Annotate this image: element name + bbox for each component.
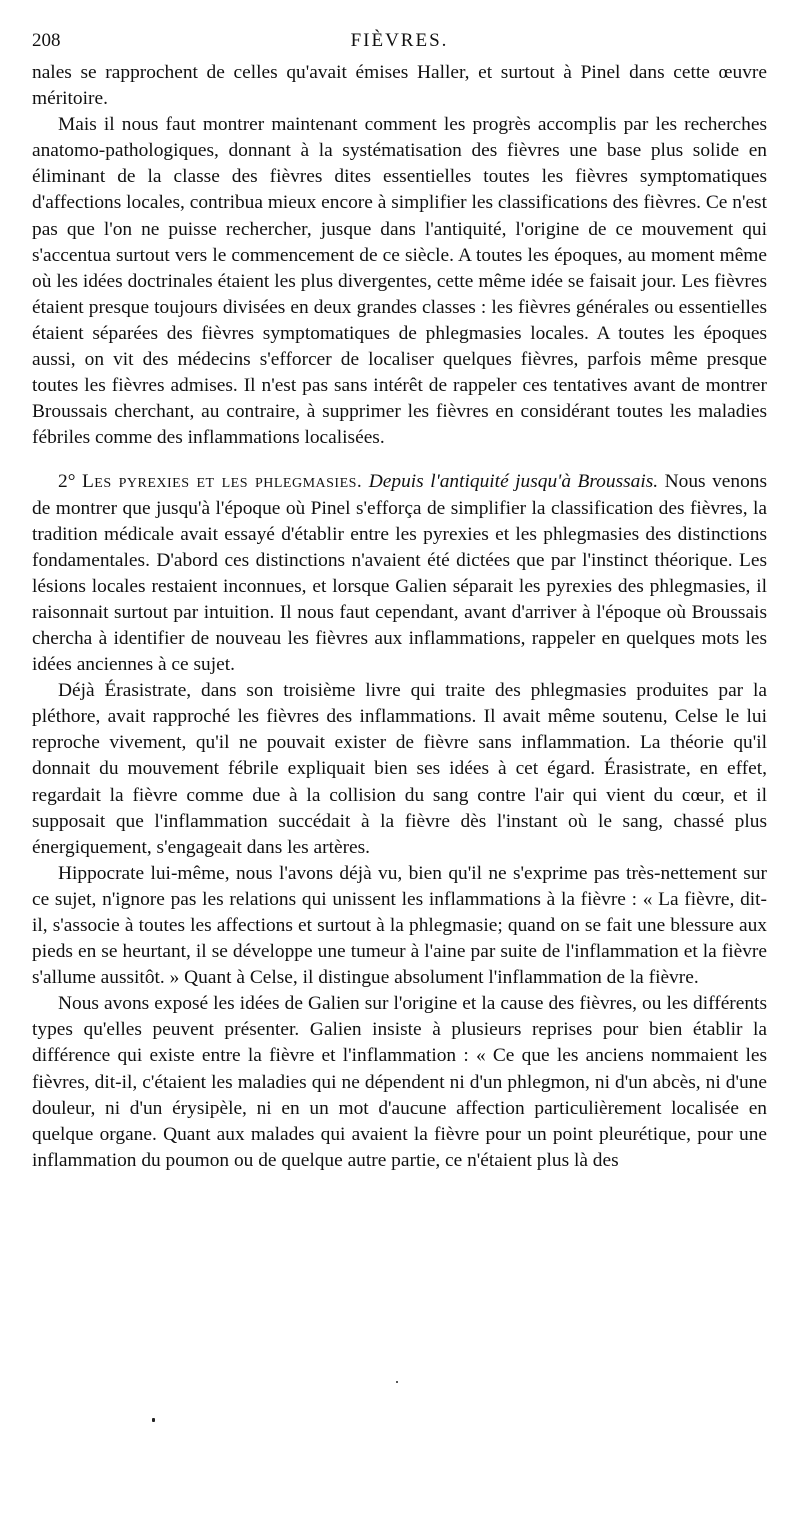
book-page: [32, 24, 767, 1174]
section-paragraph: [32, 469, 767, 678]
running-head: [32, 24, 767, 54]
section-subtitle: Depuis l'antiquité jusqu'à Broussais.: [368, 471, 659, 493]
paragraph-hippocrate: Hippocrate lui-même, nous l'avons déjà vu, bien qu'il ne s'exprime pas très-nettement sur ce sujet, n'ignore pas les relations qui unissent les inflammations à la fièvre : « La fièvre, dit-il, s'associe à toutes les affections et surtout à la phlegmasie; quand on se fait une blessure aux pieds en se heurtant, il se développe une tumeur à l'aine par suite de l'inflammation et la fièvre s'allume aussitôt. » Quant à Celse, il distingue absolument l'inflammation de la fièvre.: [32, 862, 767, 989]
paragraph-anatomo-pathology: Mais il nous faut montrer maintenant comment les progrès accomplis par les recherches anatomo-pathologiques, donnant à la systématisation des fièvres une base plus solide en éliminant de la classe des fièvres dites essentielles toutes les fièvres symptomatiques d'affections locales, contribua mieux encore à simplifier les classifications des fièvres. Ce n'est pas que l'on ne puisse rechercher, jusque dans l'antiquité, l'origine de ce mouvement qui s'accentua surtout vers le commencement de ce siècle. A toutes les époques, au moment même où les idées doctrinales étaient les plus divergentes, cette même idée se faisait jour. Les fièvres étaient presque toujours divisées en deux grandes classes : les fièvres générales ou essentielles étaient séparées des fièvres symptomatiques de phlegmasies locales. A toutes les époques aussi, on vit des médecins s'efforcer de localiser quelques fièvres, parfois même presque toutes les fièvres admises. Il n'est pas sans intérêt de rappeler ces tentatives avant de montrer Broussais cherchant, au contraire, à supprimer les fièvres en considérant toutes les maladies fébriles comme des inflammations localisées.: [32, 114, 767, 449]
page-number: 208: [32, 30, 61, 51]
print-speck: [396, 1381, 398, 1383]
running-title: FIÈVRES.: [350, 30, 449, 51]
paragraph-galien: Nous avons exposé les idées de Galien sur l'origine et la cause des fièvres, ou les différents types qu'elles peuvent présenter. Galien insiste à plusieurs reprises pour bien établir la différence qui existe entre la fièvre et l'inflammation : « Ce que les anciens nommaient les fièvres, dit-il, c'étaient les maladies qui ne dépendent ni d'un phlegmon, ni d'un abcès, ni d'une douleur, ni d'un érysipèle, ni en un mot d'aucune affection particulièrement localisée en quelque organe. Quant aux malades qui avaient la fièvre pour un point pleurétique, pour une inflammation du poumon ou de quelque autre partie, ce n'étaient plus là des: [32, 993, 767, 1171]
paragraph-continuation: nales se rapprochent de celles qu'avait émises Haller, et surtout à Pinel dans cette œuvre méritoire.: [32, 62, 767, 110]
section-number: 2°: [58, 471, 76, 493]
section-text: Nous venons de montrer que jusqu'à l'époque où Pinel s'efforça de simplifier la classification des fièvres, la tradition médicale avait essayé d'établir entre les pyrexies et les phlegmasies des distinctions fondamentales. D'abord ces distinctions n'avaient été dictées que par l'instinct théorique. Les lésions locales restaient inconnues, et lorsque Galien séparait les pyrexies des phlegmasies, il raisonnait surtout par intuition. Il nous faut cependant, avant d'arriver à l'époque où Broussais chercha à identifier de nouveau les fièvres aux inflammations, rappeler en quelques mots les idées anciennes à ce sujet.: [32, 471, 767, 676]
paragraph-erasistrate: Déjà Érasistrate, dans son troisième livre qui traite des phlegmasies produites par la pléthore, avait rapproché les fièvres des inflammations. Il avait même soutenu, Celse le lui reproche vivement, qu'il ne pouvait exister de fièvre sans inflammation. La théorie qu'il donnait du mouvement fébrile expliquait bien ses idées à cet égard. Érasistrate, en effet, regardait la fièvre comme due à la collision du sang contre l'air qui vient du cœur, et il supposait que l'inflammation succédait à la fièvre dès l'instant où le sang, chassé plus énergiquement, s'engageait dans les artères.: [32, 680, 767, 858]
print-speck: [152, 1418, 155, 1422]
section-heading: Les pyrexies et les phlegmasies.: [81, 471, 363, 493]
